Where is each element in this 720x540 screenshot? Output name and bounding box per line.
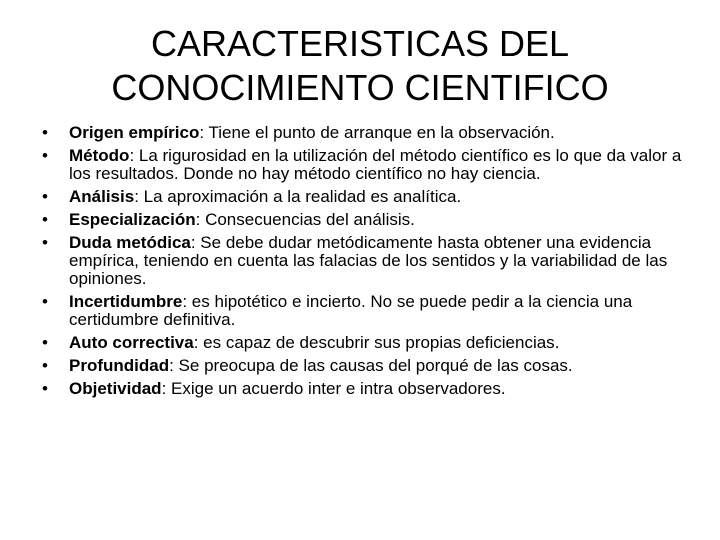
list-item <box>30 357 690 375</box>
list-item <box>30 188 690 206</box>
item-term: Auto correctiva <box>69 333 194 352</box>
item-term: Incertidumbre <box>69 292 183 311</box>
list-item <box>30 124 690 142</box>
item-term: Especialización <box>69 210 196 229</box>
list-item <box>30 380 690 398</box>
bullet-icon: • <box>42 123 48 142</box>
bullet-icon: • <box>42 146 48 165</box>
bullet-icon: • <box>42 292 48 311</box>
item-term: Duda metódica <box>69 233 191 252</box>
bullet-icon: • <box>42 356 48 375</box>
item-text: : Tiene el punto de arranque en la observación. <box>199 123 555 142</box>
list-item <box>30 211 690 229</box>
item-text: : Se preocupa de las causas del porqué de las cosas. <box>169 356 573 375</box>
item-text: : es hipotético e incierto. No se puede pedir a la ciencia una certidumbre definitiva. <box>69 292 633 329</box>
list-item <box>30 234 690 288</box>
item-term: Análisis <box>69 187 135 206</box>
title-line-1: CARACTERISTICAS DEL <box>150 23 570 64</box>
item-text: : Consecuencias del análisis. <box>195 210 415 229</box>
item-term: Origen empírico <box>69 123 200 142</box>
item-term: Profundidad <box>69 356 170 375</box>
item-text: : Exige un acuerdo inter e intra observadores. <box>161 379 506 398</box>
item-text: : La aproximación a la realidad es analítica. <box>134 187 462 206</box>
item-term: Método <box>69 146 130 165</box>
list-item <box>30 293 690 329</box>
bullet-icon: • <box>42 187 48 206</box>
bullet-icon: • <box>42 333 48 352</box>
item-text: : es capaz de descubrir sus propias deficiencias. <box>193 333 560 352</box>
item-text: : Se debe dudar metódicamente hasta obtener una evidencia empírica, teniendo en cuenta las falacias de los sentidos y la variabilidad de las opiniones. <box>69 233 668 288</box>
item-text: : La rigurosidad en la utilización del método científico es lo que da valor a los resultados. Donde no hay método científico no hay ciencia. <box>69 146 682 183</box>
item-term: Objetividad <box>69 379 162 398</box>
list-item <box>30 334 690 352</box>
slide-title <box>40 22 680 110</box>
list-item <box>30 147 690 183</box>
title-line-2: CONOCIMIENTO CIENTIFICO <box>111 67 609 108</box>
bullet-icon: • <box>42 233 48 252</box>
bullet-icon: • <box>42 379 48 398</box>
bullet-icon: • <box>42 210 48 229</box>
bullet-list <box>30 124 690 403</box>
